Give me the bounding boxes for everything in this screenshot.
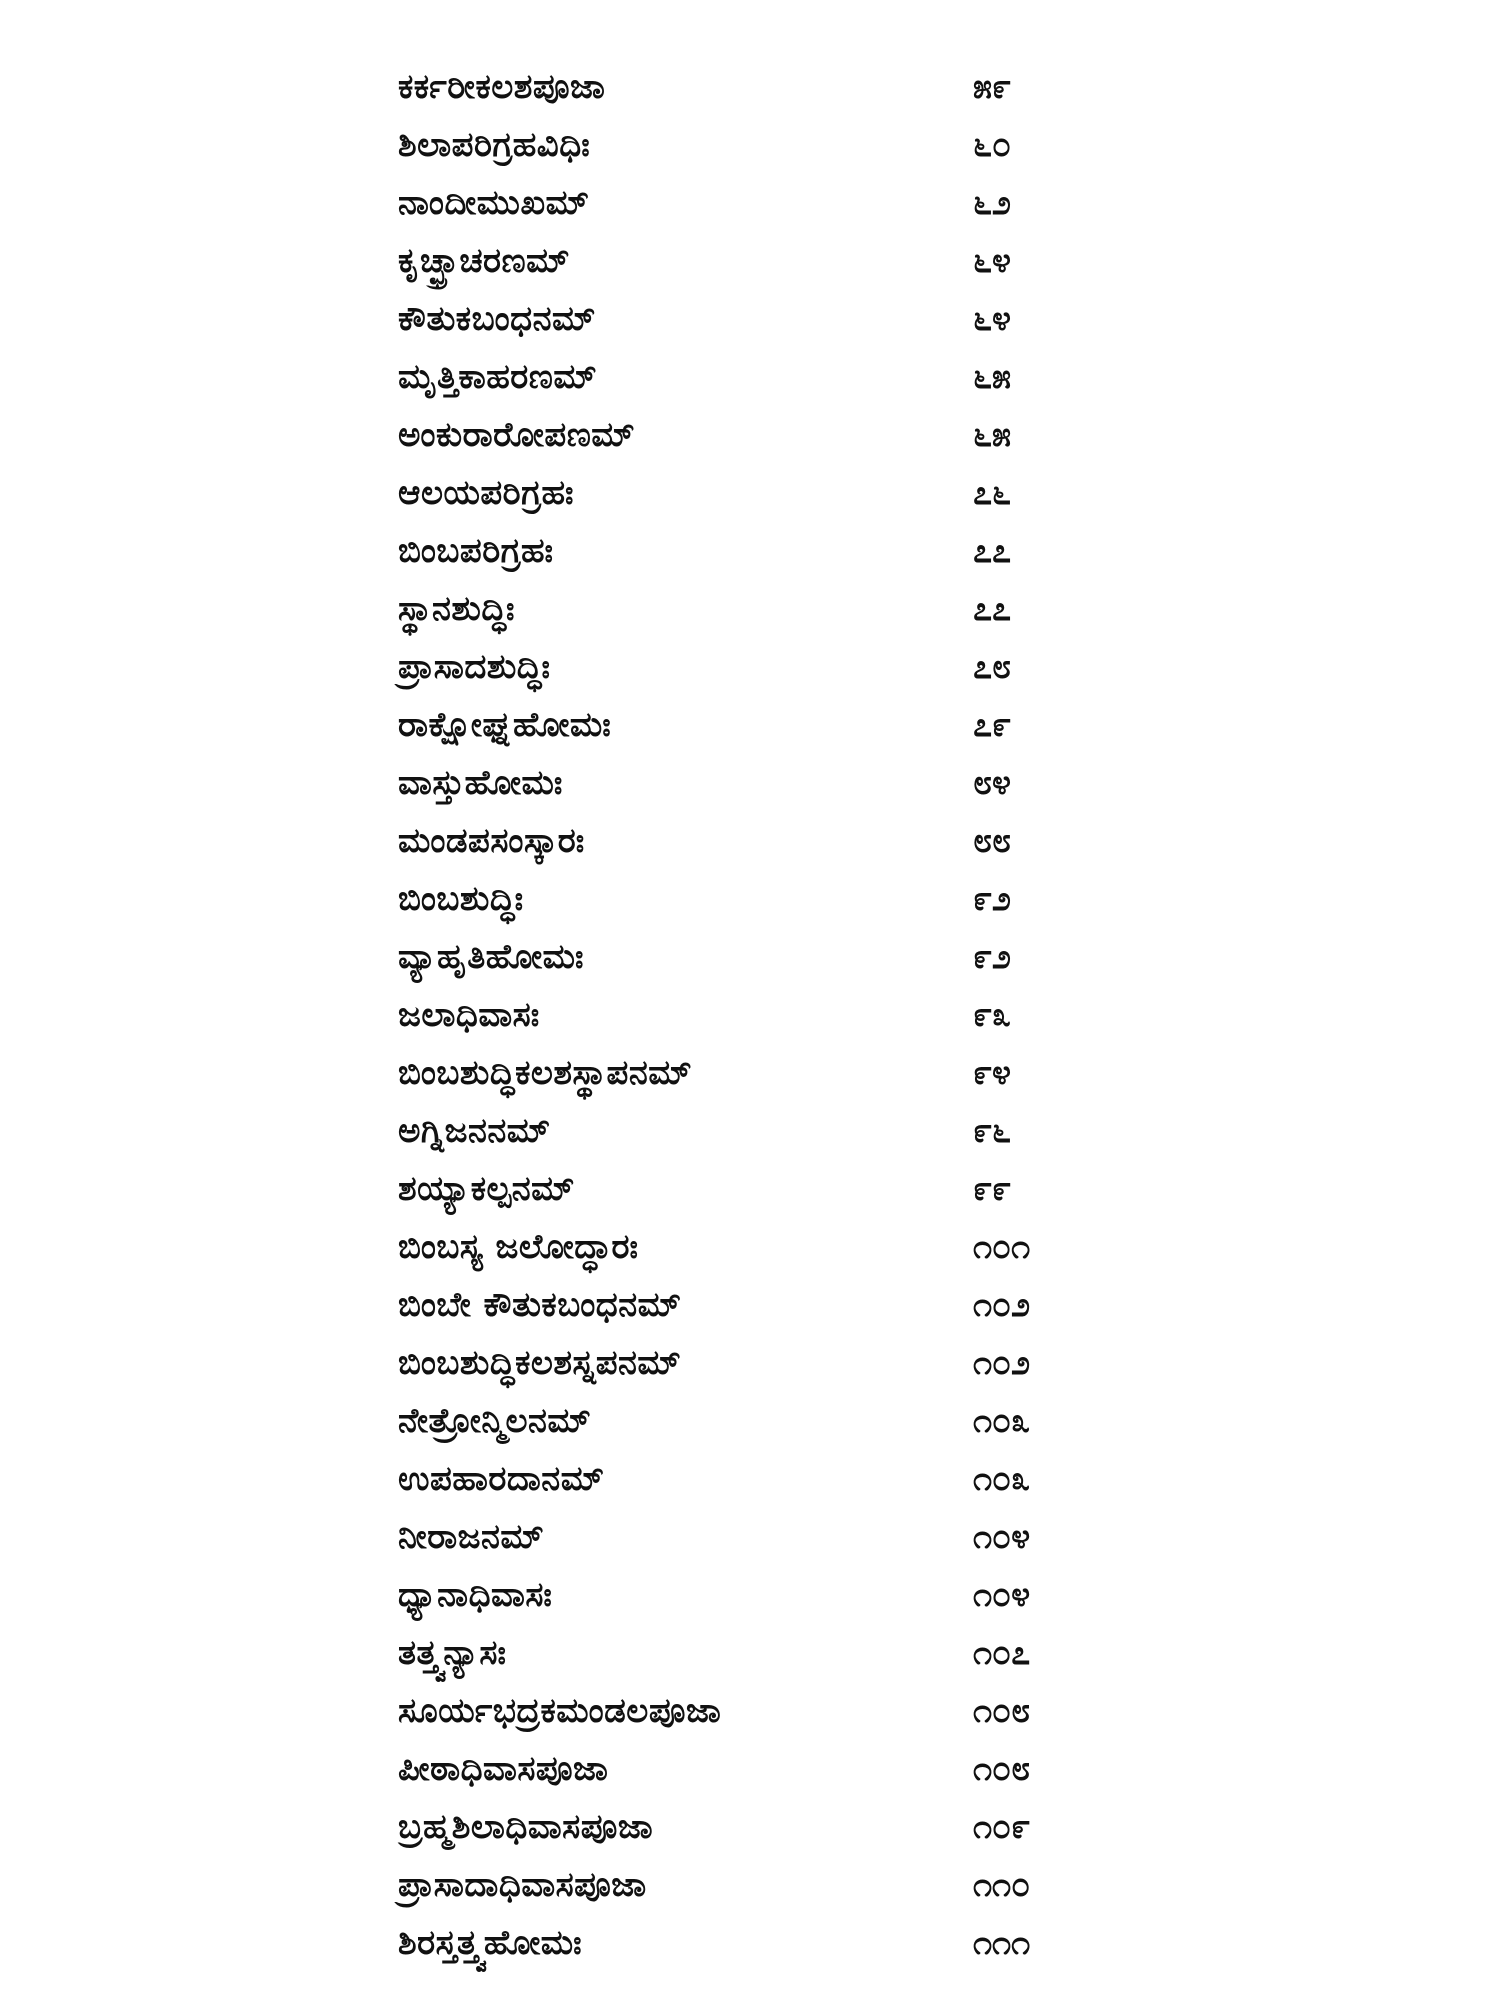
entry-title: ಶಯ್ಯಾಕಲ್ಪನಮ್ [398, 1169, 575, 1209]
entry-page-number: ೧೦೪ [973, 1575, 1031, 1615]
entry-page-number: ೧೦೪ [973, 1517, 1031, 1557]
entry-page-number: ೧೦೩ [973, 1401, 1031, 1441]
toc-row [398, 986, 1098, 1044]
entry-page-number: ೭೮ [973, 647, 1012, 687]
entry-title: ಕೃಚ್ಛ್ರಾಚರಣಮ್ [398, 241, 570, 281]
entry-page-number: ೧೦೨ [973, 1285, 1031, 1325]
table-of-contents [398, 58, 1098, 1972]
entry-page-number: ೧೧೧ [973, 1923, 1031, 1963]
entry-page-number: ೧೦೭ [973, 1633, 1031, 1673]
toc-row [398, 232, 1098, 290]
entry-title: ಶಿಲಾಪರಿಗ್ರಹವಿಧಿಃ [398, 125, 591, 165]
entry-page-number: ೯೨ [973, 937, 1012, 977]
toc-row [398, 522, 1098, 580]
entry-title: ನಾಂದೀಮುಖಮ್ [398, 183, 590, 223]
entry-page-number: ೧೦೯ [973, 1807, 1031, 1847]
entry-title: ನೇತ್ರೋನ್ಮಿಲನಮ್ [398, 1401, 592, 1441]
entry-title: ಬಿಂಬಶುದ್ಧಿಕಲಶಸ್ಥಾಪನಮ್ [398, 1053, 693, 1093]
toc-row [398, 1160, 1098, 1218]
toc-row [398, 754, 1098, 812]
entry-title: ಅಗ್ನಿಜನನಮ್ [398, 1111, 551, 1151]
entry-page-number: ೬೦ [973, 125, 1012, 165]
entry-title: ಅಂಕುರಾರೋಪಣಮ್ [398, 415, 636, 455]
toc-row [398, 1044, 1098, 1102]
entry-page-number: ೭೬ [973, 473, 1012, 513]
entry-title: ನೀರಾಜನಮ್ [398, 1517, 545, 1557]
entry-title: ಧ್ಯಾನಾಧಿವಾಸಃ [398, 1575, 553, 1615]
toc-row [398, 928, 1098, 986]
entry-title: ಬಿಂಬಸ್ಯ ಜಲೋದ್ಧಾರಃ [398, 1227, 639, 1267]
toc-row [398, 870, 1098, 928]
entry-title: ಕರ್ಕರೀಕಲಶಪೂಜಾ [398, 67, 606, 107]
entry-page-number: ೮೪ [973, 763, 1012, 803]
entry-page-number: ೬೫ [973, 357, 1012, 397]
entry-title: ಬಿಂಬೇ ಕೌತುಕಬಂಧನಮ್ [398, 1285, 682, 1325]
toc-row [398, 1566, 1098, 1624]
entry-page-number: ೭೭ [973, 531, 1012, 571]
toc-row [398, 1856, 1098, 1914]
toc-row [398, 812, 1098, 870]
entry-page-number: ೫೯ [973, 67, 1012, 107]
entry-page-number: ೯೨ [973, 879, 1012, 919]
entry-page-number: ೬೨ [973, 183, 1012, 223]
entry-title: ತತ್ತ್ವನ್ಯಾಸಃ [398, 1633, 507, 1673]
entry-title: ಸೂರ್ಯಭದ್ರಕಮಂಡಲಪೂಜಾ [398, 1691, 722, 1731]
entry-page-number: ೯೪ [973, 1053, 1012, 1093]
entry-title: ವಾಸ್ತುಹೋಮಃ [398, 763, 563, 803]
toc-row [398, 1102, 1098, 1160]
entry-title: ಕೌತುಕಬಂಧನಮ್ [398, 299, 596, 339]
entry-page-number: ೭೯ [973, 705, 1012, 745]
entry-page-number: ೭೭ [973, 589, 1012, 629]
toc-row [398, 348, 1098, 406]
entry-title: ರಾಕ್ಷೋಘ್ನಹೋಮಃ [398, 705, 612, 745]
toc-row [398, 1218, 1098, 1276]
entry-title: ಬಿಂಬಶುದ್ಧಿಕಲಶಸ್ನಪನಮ್ [398, 1343, 682, 1383]
entry-page-number: ೬೫ [973, 415, 1012, 455]
entry-title: ಮೃತ್ತಿಕಾಹರಣಮ್ [398, 357, 598, 397]
entry-title: ಆಲಯಪರಿಗ್ರಹಃ [398, 473, 574, 513]
entry-page-number: ೯೬ [973, 1111, 1012, 1151]
toc-row [398, 58, 1098, 116]
toc-row [398, 290, 1098, 348]
toc-row [398, 696, 1098, 754]
entry-page-number: ೧೦೧ [973, 1227, 1031, 1267]
toc-row [398, 638, 1098, 696]
toc-row [398, 1276, 1098, 1334]
toc-row [398, 464, 1098, 522]
entry-title: ವ್ಯಾಹೃತಿಹೋಮಃ [398, 937, 584, 977]
entry-page-number: ೧೦೨ [973, 1343, 1031, 1383]
entry-title: ಬಿಂಬಶುದ್ಧಿಃ [398, 879, 524, 919]
entry-title: ಜಲಾಧಿವಾಸಃ [398, 995, 540, 1035]
toc-row [398, 1624, 1098, 1682]
toc-row [398, 116, 1098, 174]
entry-page-number: ೮೮ [973, 821, 1012, 861]
entry-title: ಪೀಠಾಧಿವಾಸಪೂಜಾ [398, 1749, 609, 1789]
toc-row [398, 1392, 1098, 1450]
entry-page-number: ೬೪ [973, 241, 1012, 281]
entry-page-number: ೧೦೮ [973, 1691, 1031, 1731]
entry-title: ಉಪಹಾರದಾನಮ್ [398, 1459, 605, 1499]
entry-title: ಮಂಡಪಸಂಸ್ಕಾರಃ [398, 821, 585, 861]
toc-row [398, 1334, 1098, 1392]
toc-row [398, 580, 1098, 638]
entry-page-number: ೧೦೩ [973, 1459, 1031, 1499]
entry-page-number: ೧೧೦ [973, 1865, 1031, 1905]
entry-title: ಪ್ರಾಸಾದಶುದ್ಧಿಃ [398, 647, 551, 687]
toc-row [398, 406, 1098, 464]
toc-row [398, 1798, 1098, 1856]
toc-row [398, 1682, 1098, 1740]
toc-row [398, 1508, 1098, 1566]
toc-row [398, 1914, 1098, 1972]
toc-row [398, 1450, 1098, 1508]
toc-row [398, 174, 1098, 232]
entry-page-number: ೯೩ [973, 995, 1012, 1035]
toc-row [398, 1740, 1098, 1798]
entry-title: ಪ್ರಾಸಾದಾಧಿವಾಸಪೂಜಾ [398, 1865, 647, 1905]
entry-title: ಶಿರಸ್ತತ್ತ್ವಹೋಮಃ [398, 1923, 583, 1963]
entry-title: ಬಿಂಬಪರಿಗ್ರಹಃ [398, 531, 554, 571]
entry-page-number: ೧೦೮ [973, 1749, 1031, 1789]
entry-page-number: ೯೯ [973, 1169, 1012, 1209]
entry-title: ಬ್ರಹ್ಮಶಿಲಾಧಿವಾಸಪೂಜಾ [398, 1807, 654, 1847]
entry-title: ಸ್ಥಾನಶುದ್ಧಿಃ [398, 589, 516, 629]
entry-page-number: ೬೪ [973, 299, 1012, 339]
